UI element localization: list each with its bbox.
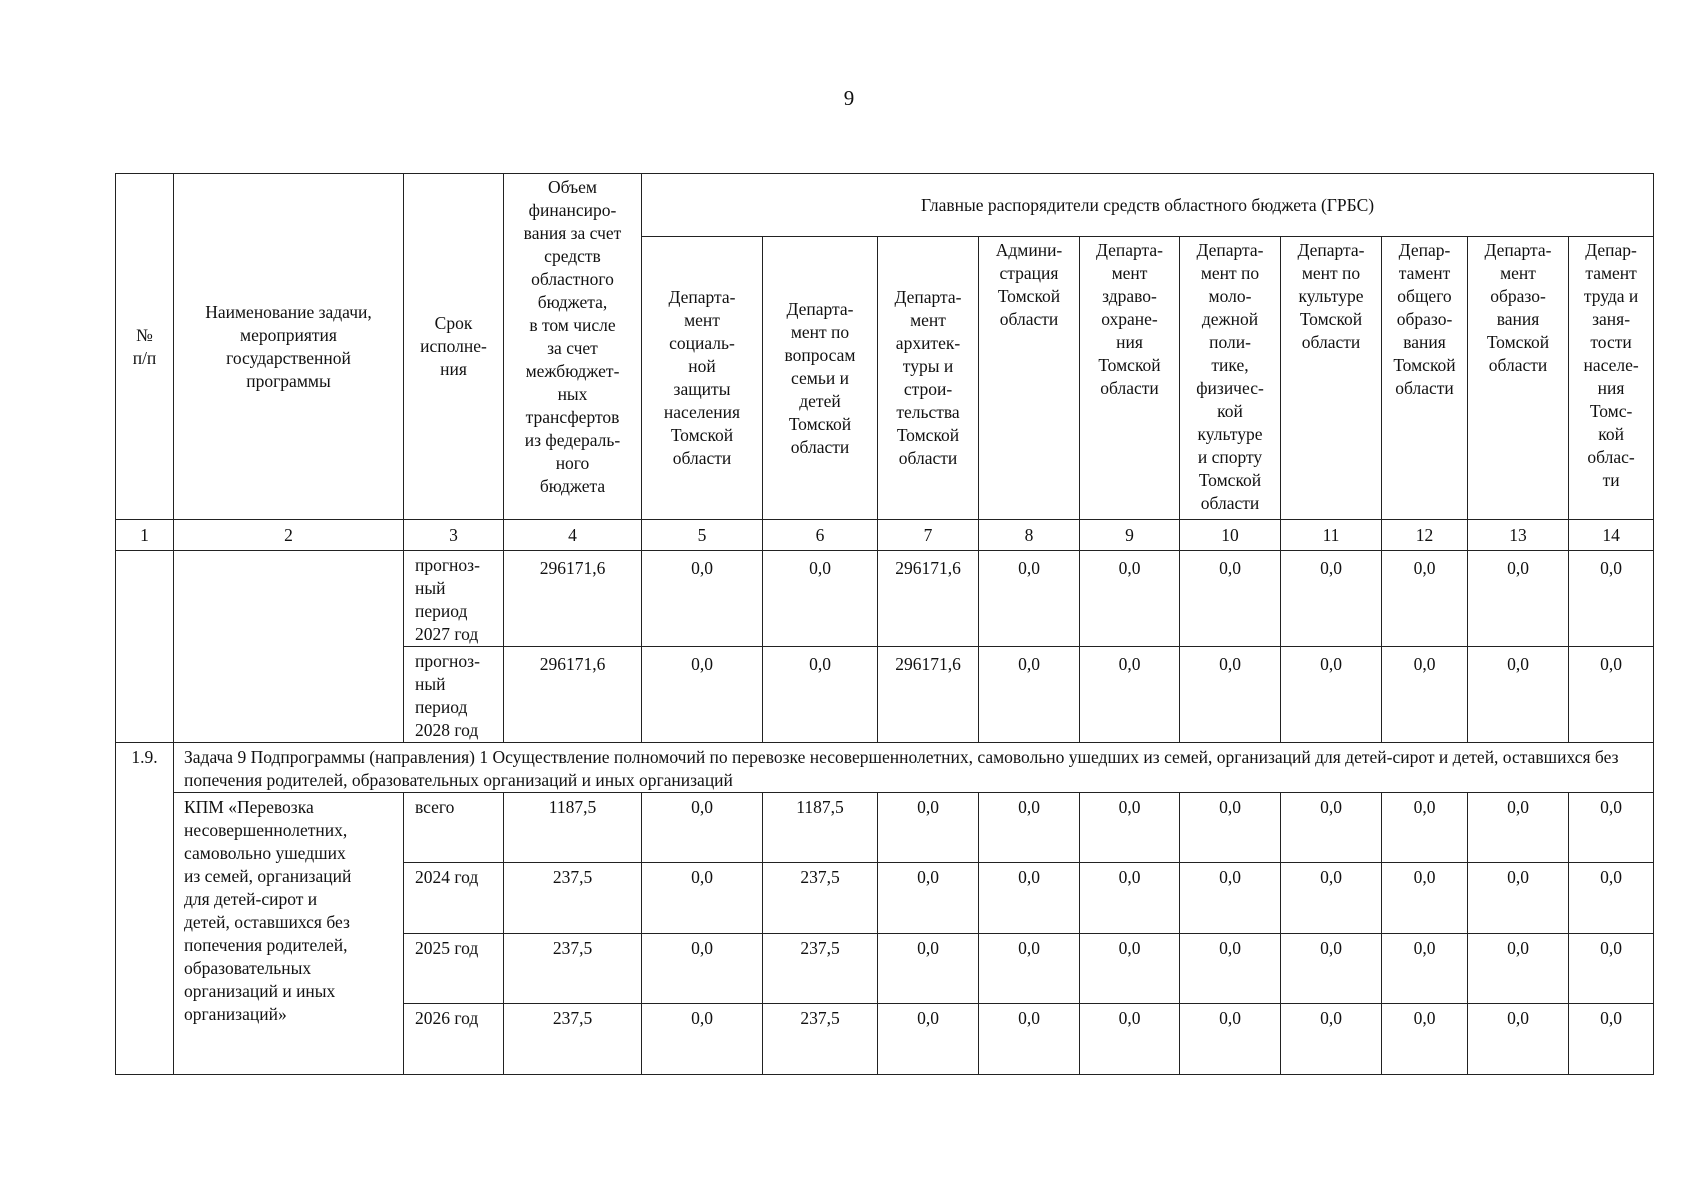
value-cell: 0,0 (1281, 793, 1382, 863)
value-cell: 0,0 (1468, 863, 1569, 934)
table-row (116, 551, 1654, 647)
kpm-name: КПМ «Перевозка несовершеннолетних, самовольно ушедших из семей, организаций для детей-сирот и детей, оставшихся без попечения родителей, образовательных организаций и иных организаций» (174, 793, 404, 1075)
value-cell: 0,0 (1080, 793, 1180, 863)
value-cell: 237,5 (763, 1004, 878, 1075)
period-cell: 2026 год (404, 1004, 504, 1075)
value-cell: 0,0 (979, 934, 1080, 1004)
value-cell: 0,0 (642, 647, 763, 743)
column-number: 3 (404, 520, 504, 551)
value-cell: 296171,6 (504, 551, 642, 647)
value-cell: 0,0 (1281, 1004, 1382, 1075)
value-cell: 0,0 (1468, 551, 1569, 647)
header-dept-culture: Департа- мент по культуре Томской области (1281, 237, 1382, 520)
value-cell: 0,0 (1468, 793, 1569, 863)
task-row (116, 743, 1654, 793)
column-number: 4 (504, 520, 642, 551)
value-cell: 296171,6 (504, 647, 642, 743)
value-cell: 0,0 (1468, 934, 1569, 1004)
value-cell: 0,0 (642, 793, 763, 863)
value-cell: 0,0 (878, 793, 979, 863)
column-numbers-row (116, 520, 1654, 551)
value-cell: 0,0 (1080, 647, 1180, 743)
value-cell: 0,0 (1569, 1004, 1654, 1075)
value-cell: 0,0 (1569, 551, 1654, 647)
header-dept-architecture: Департа- мент архитек- туры и строи- тельства Томской области (878, 237, 979, 520)
column-number: 10 (1180, 520, 1281, 551)
value-cell: 0,0 (878, 1004, 979, 1075)
value-cell: 296171,6 (878, 647, 979, 743)
header-name: Наименование задачи, мероприятия государственной программы (174, 174, 404, 520)
value-cell: 0,0 (1281, 863, 1382, 934)
header-dept-labour: Депар- тамент труда и заня- тости населе- ния Томс- кой облас- ти (1569, 237, 1654, 520)
value-cell: 0,0 (1569, 863, 1654, 934)
empty-cell (174, 551, 404, 743)
value-cell: 237,5 (763, 863, 878, 934)
value-cell: 237,5 (504, 934, 642, 1004)
value-cell: 1187,5 (763, 793, 878, 863)
value-cell: 0,0 (878, 863, 979, 934)
column-number: 8 (979, 520, 1080, 551)
value-cell: 0,0 (1180, 647, 1281, 743)
header-grbs: Главные распорядители средств областного бюджета (ГРБС) (642, 174, 1654, 237)
header-dept-social: Департа- мент социаль- ной защиты населения Томской области (642, 237, 763, 520)
value-cell: 0,0 (1382, 551, 1468, 647)
column-number: 12 (1382, 520, 1468, 551)
column-number: 1 (116, 520, 174, 551)
header-dept-general-education: Депар- тамент общего образо- вания Томской области (1382, 237, 1468, 520)
value-cell: 296171,6 (878, 551, 979, 647)
header-dept-youth: Департа- мент по моло- дежной поли- тике, физичес- кой культуре и спорту Томской области (1180, 237, 1281, 520)
page-number: 9 (843, 86, 855, 110)
value-cell: 0,0 (1281, 551, 1382, 647)
value-cell: 0,0 (1180, 1004, 1281, 1075)
table-row (116, 793, 1654, 863)
task-text: Задача 9 Подпрограммы (направления) 1 Осуществление полномочий по перевозке несовершеннолетних, самовольно ушедших из семей, организаций для детей-сирот и детей, оставшихся без попечения родителей, образовательных организаций и иных организаций (174, 743, 1654, 793)
period-cell: всего (404, 793, 504, 863)
period-cell: прогноз- ный период 2028 год (404, 647, 504, 743)
value-cell: 0,0 (878, 934, 979, 1004)
header-dept-education: Департа- мент образо- вания Томской области (1468, 237, 1569, 520)
value-cell: 0,0 (763, 647, 878, 743)
value-cell: 0,0 (979, 793, 1080, 863)
value-cell: 0,0 (1468, 1004, 1569, 1075)
value-cell: 0,0 (642, 551, 763, 647)
value-cell: 0,0 (1569, 934, 1654, 1004)
task-number: 1.9. (116, 743, 174, 1075)
value-cell: 0,0 (1569, 793, 1654, 863)
value-cell: 1187,5 (504, 793, 642, 863)
budget-table (115, 173, 1654, 1075)
value-cell: 0,0 (1468, 647, 1569, 743)
column-number: 2 (174, 520, 404, 551)
header-volume: Объем финансиро- вания за счет средств областного бюджета, в том числе за счет межбюджет- ных трансфертов из федераль- ного бюджета (504, 174, 642, 520)
value-cell: 0,0 (979, 551, 1080, 647)
value-cell: 0,0 (1382, 934, 1468, 1004)
column-number: 7 (878, 520, 979, 551)
period-cell: 2025 год (404, 934, 504, 1004)
value-cell: 0,0 (642, 1004, 763, 1075)
value-cell: 237,5 (763, 934, 878, 1004)
header-num: № п/п (116, 174, 174, 520)
value-cell: 0,0 (1080, 863, 1180, 934)
header-term: Срок исполне- ния (404, 174, 504, 520)
value-cell: 0,0 (1281, 934, 1382, 1004)
value-cell: 237,5 (504, 863, 642, 934)
column-number: 13 (1468, 520, 1569, 551)
value-cell: 0,0 (979, 863, 1080, 934)
value-cell: 0,0 (1382, 863, 1468, 934)
header-dept-health: Департа- мент здраво- охране- ния Томской области (1080, 237, 1180, 520)
period-cell: 2024 год (404, 863, 504, 934)
header-dept-administration: Админи- страция Томской области (979, 237, 1080, 520)
value-cell: 0,0 (1569, 647, 1654, 743)
value-cell: 0,0 (1180, 551, 1281, 647)
value-cell: 237,5 (504, 1004, 642, 1075)
value-cell: 0,0 (1382, 647, 1468, 743)
value-cell: 0,0 (1180, 793, 1281, 863)
value-cell: 0,0 (1180, 934, 1281, 1004)
period-cell: прогноз- ный период 2027 год (404, 551, 504, 647)
value-cell: 0,0 (642, 863, 763, 934)
value-cell: 0,0 (1281, 647, 1382, 743)
column-number: 5 (642, 520, 763, 551)
column-number: 6 (763, 520, 878, 551)
value-cell: 0,0 (979, 647, 1080, 743)
value-cell: 0,0 (763, 551, 878, 647)
column-number: 14 (1569, 520, 1654, 551)
value-cell: 0,0 (1180, 863, 1281, 934)
value-cell: 0,0 (1382, 1004, 1468, 1075)
value-cell: 0,0 (979, 1004, 1080, 1075)
value-cell: 0,0 (1080, 1004, 1180, 1075)
header-row-1 (116, 174, 1654, 237)
empty-cell (116, 551, 174, 743)
column-number: 11 (1281, 520, 1382, 551)
header-dept-family: Департа- мент по вопросам семьи и детей Томской области (763, 237, 878, 520)
value-cell: 0,0 (642, 934, 763, 1004)
value-cell: 0,0 (1382, 793, 1468, 863)
value-cell: 0,0 (1080, 551, 1180, 647)
value-cell: 0,0 (1080, 934, 1180, 1004)
column-number: 9 (1080, 520, 1180, 551)
